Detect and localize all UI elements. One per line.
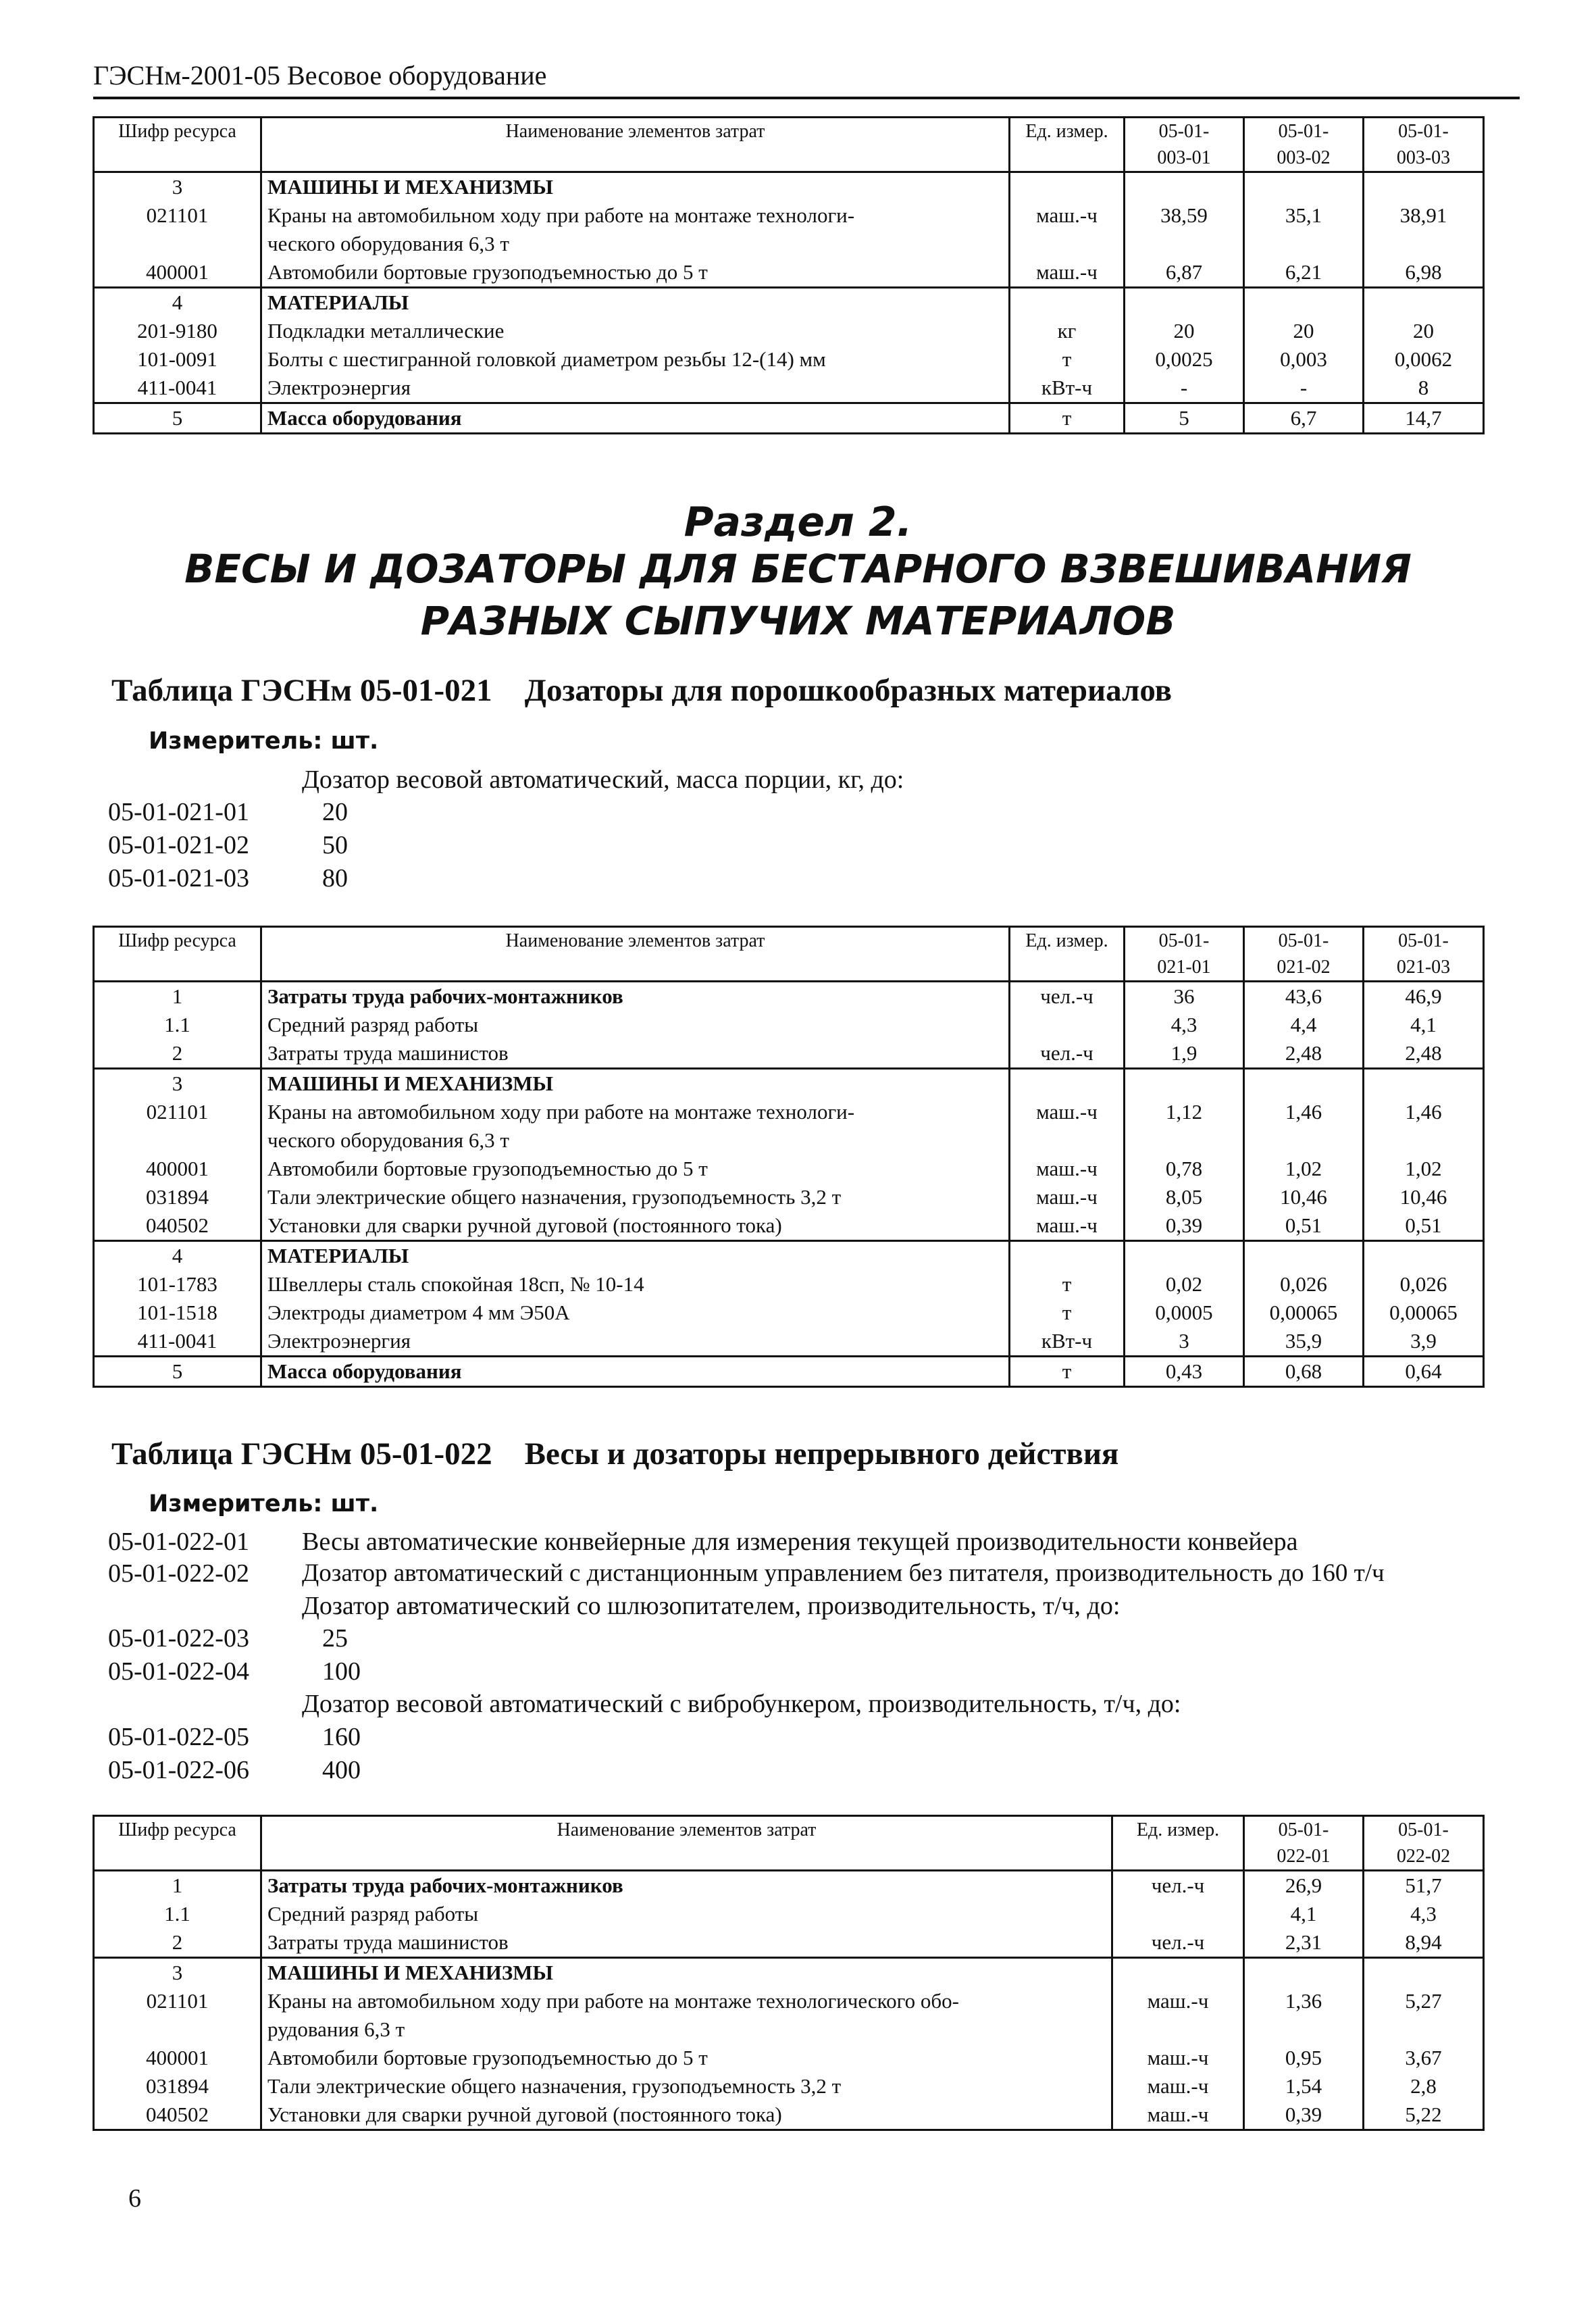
cell-value (1244, 230, 1364, 258)
norm-value: 160 (322, 1723, 361, 1751)
cell-unit: кг (1010, 317, 1125, 345)
cell-unit: чел.-ч (1112, 1928, 1244, 1958)
resource-table-003 (93, 116, 1485, 434)
cell-code: 1.1 (94, 1011, 261, 1039)
table-row (94, 1011, 1484, 1039)
cell-value: 2,31 (1244, 1928, 1364, 1958)
cell-unit: т (1010, 403, 1125, 434)
cell-code: 411-0041 (94, 1327, 261, 1357)
cell-value (1125, 172, 1244, 202)
cell-name: Средний разряд работы (261, 1011, 1010, 1039)
table-row (94, 1270, 1484, 1299)
col-header-norm: 05-01- 003-02 (1244, 118, 1364, 172)
cell-name: Электроэнергия (261, 1327, 1010, 1357)
cell-value (1364, 230, 1484, 258)
norm-text: Весы автоматические конвейерные для измерения текущей производительности конвейера (302, 1528, 1298, 1556)
norm-value: 25 (322, 1624, 348, 1653)
cell-name: Подкладки металлические (261, 317, 1010, 345)
table-row (94, 982, 1484, 1011)
norm-text: Дозатор автоматический со шлюзопитателем, производительность, т/ч, до: (302, 1592, 1121, 1620)
cell-name: МАШИНЫ И МЕХАНИЗМЫ (261, 172, 1010, 202)
cell-code: 4 (94, 288, 261, 318)
table-row (94, 258, 1484, 288)
cell-value: 3,9 (1364, 1327, 1484, 1357)
table-row (94, 2072, 1484, 2101)
norm-value: 50 (322, 831, 348, 859)
cell-value: 0,0062 (1364, 345, 1484, 374)
cell-value: 38,59 (1125, 201, 1244, 230)
cell-value: 26,9 (1244, 1871, 1364, 1901)
col-header-name: Наименование элементов затрат (261, 1816, 1112, 1871)
cell-unit: т (1010, 1270, 1125, 1299)
table-022-name: Весы и дозаторы непрерывного действия (524, 1436, 1119, 1472)
cell-unit: маш.-ч (1010, 1098, 1125, 1126)
cell-value (1244, 1126, 1364, 1155)
cell-value: 1,36 (1244, 1987, 1364, 2015)
cell-unit (1010, 288, 1125, 318)
cell-name: Средний разряд работы (261, 1900, 1112, 1928)
cell-code: 3 (94, 172, 261, 202)
cell-value: 0,51 (1244, 1211, 1364, 1241)
cell-value: 4,1 (1364, 1011, 1484, 1039)
col-header-norm: 05-01- 022-01 (1244, 1816, 1364, 1871)
norm-code: 05-01-022-06 (108, 1756, 249, 1784)
cell-name: Болты с шестигранной головкой диаметром резьбы 12-(14) мм (261, 345, 1010, 374)
table-row (94, 1928, 1484, 1958)
cell-code: 021101 (94, 1987, 261, 2015)
col-header-unit: Ед. измер. (1112, 1816, 1244, 1871)
norm-code: 05-01-021-02 (108, 831, 249, 859)
cell-value: - (1244, 374, 1364, 403)
table-row (94, 201, 1484, 230)
cell-value: 5,27 (1364, 1987, 1484, 2015)
table-row (94, 1900, 1484, 1928)
cell-value: 51,7 (1364, 1871, 1484, 1901)
cell-value: 14,7 (1364, 403, 1484, 434)
cell-unit: кВт-ч (1010, 1327, 1125, 1357)
cell-value: 3,67 (1364, 2044, 1484, 2072)
norm-value: 80 (322, 864, 348, 892)
cell-value: 1,12 (1125, 1098, 1244, 1126)
cell-code: 101-0091 (94, 345, 261, 374)
table-022-title (111, 1436, 1118, 1472)
cell-value: 0,026 (1364, 1270, 1484, 1299)
col-header-code: Шифр ресурса (94, 927, 261, 982)
cell-unit: маш.-ч (1112, 2101, 1244, 2130)
page-number: 6 (128, 2184, 141, 2213)
cell-unit (1010, 172, 1125, 202)
cell-unit: маш.-ч (1112, 1987, 1244, 2015)
table-row (94, 2101, 1484, 2130)
cell-value: 1,54 (1244, 2072, 1364, 2101)
cell-unit: маш.-ч (1010, 1183, 1125, 1211)
cell-value: 46,9 (1364, 982, 1484, 1011)
cell-code: 2 (94, 1039, 261, 1069)
cell-name: Установки для сварки ручной дуговой (постоянного тока) (261, 1211, 1010, 1241)
cell-unit (1010, 1069, 1125, 1099)
cell-value: 1,46 (1244, 1098, 1364, 1126)
cell-value: 0,39 (1125, 1211, 1244, 1241)
table-021-measure: Измеритель: шт. (149, 728, 379, 755)
cell-value: 8,05 (1125, 1183, 1244, 1211)
cell-value: 0,78 (1125, 1155, 1244, 1183)
cell-name: Автомобили бортовые грузоподъемностью до 5 т (261, 258, 1010, 288)
table-row (94, 403, 1484, 434)
cell-code: 1 (94, 982, 261, 1011)
col-header-norm: 05-01- 022-02 (1364, 1816, 1484, 1871)
norm-value: 100 (322, 1657, 361, 1686)
cell-code: 021101 (94, 201, 261, 230)
cell-value: 35,9 (1244, 1327, 1364, 1357)
cell-value (1364, 1126, 1484, 1155)
col-header-norm: 05-01- 003-01 (1125, 118, 1244, 172)
section-title-line2: РАЗНЫХ СЫПУЧИХ МАТЕРИАЛОВ (420, 598, 1176, 644)
cell-unit: маш.-ч (1010, 258, 1125, 288)
norm-code: 05-01-022-04 (108, 1657, 249, 1686)
cell-name: рудования 6,3 т (261, 2015, 1112, 2044)
cell-value: 0,51 (1364, 1211, 1484, 1241)
cell-code: 031894 (94, 2072, 261, 2101)
cell-name: ческого оборудования 6,3 т (261, 1126, 1010, 1155)
cell-code: 040502 (94, 1211, 261, 1241)
cell-value: 0,0025 (1125, 345, 1244, 374)
cell-unit (1010, 1241, 1125, 1271)
cell-code: 101-1783 (94, 1270, 261, 1299)
cell-code: 201-9180 (94, 317, 261, 345)
cell-value: 43,6 (1244, 982, 1364, 1011)
cell-value: 20 (1244, 317, 1364, 345)
col-header-code: Шифр ресурса (94, 118, 261, 172)
cell-name: МАШИНЫ И МЕХАНИЗМЫ (261, 1069, 1010, 1099)
col-header-norm: 05-01- 021-01 (1125, 927, 1244, 982)
cell-value (1364, 172, 1484, 202)
cell-code: 2 (94, 1928, 261, 1958)
norm-code: 05-01-021-03 (108, 864, 249, 892)
cell-name: Затраты труда рабочих-монтажников (261, 982, 1010, 1011)
cell-value: 20 (1125, 317, 1244, 345)
cell-value: 0,0005 (1125, 1299, 1244, 1327)
col-header-name: Наименование элементов затрат (261, 927, 1010, 982)
cell-value: 2,48 (1244, 1039, 1364, 1069)
cell-value (1244, 288, 1364, 318)
cell-value (1125, 230, 1244, 258)
cell-value (1244, 2015, 1364, 2044)
resource-table-022 (93, 1815, 1485, 2131)
cell-value: 0,026 (1244, 1270, 1364, 1299)
norm-text: Дозатор автоматический с дистанционным управлением без питателя, производительность до 160 т/ч (302, 1559, 1385, 1587)
cell-value: - (1125, 374, 1244, 403)
cell-name: Тали электрические общего назначения, грузоподъемность 3,2 т (261, 1183, 1010, 1211)
cell-value (1125, 1241, 1244, 1271)
cell-unit: кВт-ч (1010, 374, 1125, 403)
cell-value: 6,98 (1364, 258, 1484, 288)
cell-code (94, 1126, 261, 1155)
cell-value: 35,1 (1244, 201, 1364, 230)
table-022-measure: Измеритель: шт. (149, 1490, 379, 1517)
cell-value: 8 (1364, 374, 1484, 403)
cell-value: 3 (1125, 1327, 1244, 1357)
cell-name: Швеллеры сталь спокойная 18сп, № 10-14 (261, 1270, 1010, 1299)
cell-name: Автомобили бортовые грузоподъемностью до 5 т (261, 1155, 1010, 1183)
cell-value: 20 (1364, 317, 1484, 345)
cell-name: Масса оборудования (261, 403, 1010, 434)
table-row (94, 1098, 1484, 1126)
cell-name: ческого оборудования 6,3 т (261, 230, 1010, 258)
cell-code: 040502 (94, 2101, 261, 2130)
cell-unit: маш.-ч (1112, 2044, 1244, 2072)
cell-value: 6,7 (1244, 403, 1364, 434)
table-022-code: Таблица ГЭСНм 05-01-022 (111, 1436, 492, 1472)
col-header-unit: Ед. измер. (1010, 118, 1125, 172)
cell-name: Затраты труда машинистов (261, 1928, 1112, 1958)
cell-value: 1,46 (1364, 1098, 1484, 1126)
cell-value (1125, 288, 1244, 318)
table-row (94, 1183, 1484, 1211)
cell-value: 4,1 (1244, 1900, 1364, 1928)
cell-code: 1.1 (94, 1900, 261, 1928)
cell-code (94, 2015, 261, 2044)
col-header-norm: 05-01- 021-02 (1244, 927, 1364, 982)
cell-name: Затраты труда машинистов (261, 1039, 1010, 1069)
table-row (94, 172, 1484, 202)
cell-code: 021101 (94, 1098, 261, 1126)
running-title: ГЭСНм-2001-05 Весовое оборудование (93, 60, 547, 91)
cell-name: МАШИНЫ И МЕХАНИЗМЫ (261, 1958, 1112, 1988)
cell-value: 0,43 (1125, 1357, 1244, 1387)
table-row (94, 1299, 1484, 1327)
norm-code: 05-01-022-05 (108, 1723, 249, 1751)
cell-code: 5 (94, 1357, 261, 1387)
section-number: Раздел 2. (684, 499, 912, 546)
cell-value: 0,00065 (1364, 1299, 1484, 1327)
table-021-name: Дозаторы для порошкообразных материалов (524, 673, 1173, 708)
cell-name: Электроды диаметром 4 мм Э50А (261, 1299, 1010, 1327)
cell-value: 2,8 (1364, 2072, 1484, 2101)
cell-value: 0,003 (1244, 345, 1364, 374)
cell-value (1244, 1069, 1364, 1099)
cell-value: 6,87 (1125, 258, 1244, 288)
cell-code: 400001 (94, 258, 261, 288)
cell-code: 031894 (94, 1183, 261, 1211)
cell-name: МАТЕРИАЛЫ (261, 288, 1010, 318)
cell-unit: т (1010, 345, 1125, 374)
cell-value: 0,02 (1125, 1270, 1244, 1299)
cell-code: 101-1518 (94, 1299, 261, 1327)
table-row (94, 1958, 1484, 1988)
cell-unit: маш.-ч (1010, 1211, 1125, 1241)
cell-unit: т (1010, 1357, 1125, 1387)
cell-value (1364, 1069, 1484, 1099)
cell-value (1244, 1241, 1364, 1271)
cell-unit (1010, 230, 1125, 258)
cell-name: Автомобили бортовые грузоподъемностью до 5 т (261, 2044, 1112, 2072)
cell-unit: чел.-ч (1010, 982, 1125, 1011)
cell-value: 0,00065 (1244, 1299, 1364, 1327)
norm-code: 05-01-022-02 (108, 1559, 249, 1588)
cell-code: 3 (94, 1069, 261, 1099)
cell-value (1244, 1958, 1364, 1988)
table-row (94, 230, 1484, 258)
table-row (94, 1155, 1484, 1183)
cell-value (1364, 1241, 1484, 1271)
table-row (94, 288, 1484, 318)
cell-value (1125, 1126, 1244, 1155)
cell-name: Краны на автомобильном ходу при работе на монтаже технологи- (261, 201, 1010, 230)
table-row (94, 1357, 1484, 1387)
norm-code: 05-01-022-03 (108, 1624, 249, 1653)
cell-value: 10,46 (1244, 1183, 1364, 1211)
cell-name: Электроэнергия (261, 374, 1010, 403)
norm-value: 20 (322, 798, 348, 826)
table-row (94, 1211, 1484, 1241)
cell-value: 0,95 (1244, 2044, 1364, 2072)
cell-code: 400001 (94, 1155, 261, 1183)
cell-code (94, 230, 261, 258)
cell-value: 0,68 (1244, 1357, 1364, 1387)
cell-value: 1,02 (1364, 1155, 1484, 1183)
table-row (94, 1069, 1484, 1099)
table-row (94, 1039, 1484, 1069)
table-row (94, 2015, 1484, 2044)
resource-table-021 (93, 926, 1485, 1388)
table-row (94, 317, 1484, 345)
table-row (94, 1987, 1484, 2015)
col-header-code: Шифр ресурса (94, 1816, 261, 1871)
cell-name: Тали электрические общего назначения, грузоподъемность 3,2 т (261, 2072, 1112, 2101)
cell-code: 1 (94, 1871, 261, 1901)
col-header-norm: 05-01- 003-03 (1364, 118, 1484, 172)
table-row (94, 1871, 1484, 1901)
cell-code: 4 (94, 1241, 261, 1271)
cell-code: 3 (94, 1958, 261, 1988)
cell-value: 10,46 (1364, 1183, 1484, 1211)
cell-value: 0,64 (1364, 1357, 1484, 1387)
cell-value: 38,91 (1364, 201, 1484, 230)
cell-name: Установки для сварки ручной дуговой (постоянного тока) (261, 2101, 1112, 2130)
cell-value: 4,4 (1244, 1011, 1364, 1039)
table-row (94, 2044, 1484, 2072)
cell-unit: маш.-ч (1010, 201, 1125, 230)
cell-value (1364, 1958, 1484, 1988)
header-rule (93, 97, 1520, 99)
table-row (94, 345, 1484, 374)
cell-value: 8,94 (1364, 1928, 1484, 1958)
cell-unit (1010, 1126, 1125, 1155)
cell-value: 0,39 (1244, 2101, 1364, 2130)
cell-value: 2,48 (1364, 1039, 1484, 1069)
intro-text: Дозатор весовой автоматический, масса порции, кг, до: (302, 765, 904, 794)
cell-value: 5 (1125, 403, 1244, 434)
table-021-title (111, 672, 1172, 709)
cell-value (1364, 288, 1484, 318)
cell-code: 411-0041 (94, 374, 261, 403)
norm-code: 05-01-022-01 (108, 1528, 249, 1556)
cell-unit (1112, 1900, 1244, 1928)
section-title-line1: ВЕСЫ И ДОЗАТОРЫ ДЛЯ БЕСТАРНОГО ВЗВЕШИВАНИЯ (184, 546, 1412, 592)
cell-unit (1010, 1011, 1125, 1039)
col-header-norm: 05-01- 021-03 (1364, 927, 1484, 982)
cell-unit (1112, 1958, 1244, 1988)
cell-value: 1,02 (1244, 1155, 1364, 1183)
table-row (94, 1126, 1484, 1155)
cell-code: 400001 (94, 2044, 261, 2072)
col-header-name: Наименование элементов затрат (261, 118, 1010, 172)
cell-value (1364, 2015, 1484, 2044)
cell-unit: маш.-ч (1010, 1155, 1125, 1183)
cell-value: 4,3 (1125, 1011, 1244, 1039)
cell-value (1125, 1069, 1244, 1099)
cell-value: 1,9 (1125, 1039, 1244, 1069)
col-header-unit: Ед. измер. (1010, 927, 1125, 982)
norm-text: Дозатор весовой автоматический с вибробункером, производительность, т/ч, до: (302, 1690, 1181, 1718)
table-021-code: Таблица ГЭСНм 05-01-021 (111, 673, 492, 708)
cell-code: 5 (94, 403, 261, 434)
cell-name: Масса оборудования (261, 1357, 1010, 1387)
cell-name: Затраты труда рабочих-монтажников (261, 1871, 1112, 1901)
cell-unit: т (1010, 1299, 1125, 1327)
cell-value (1244, 172, 1364, 202)
cell-unit: чел.-ч (1112, 1871, 1244, 1901)
table-row (94, 1327, 1484, 1357)
cell-unit: чел.-ч (1010, 1039, 1125, 1069)
cell-value: 36 (1125, 982, 1244, 1011)
cell-unit (1112, 2015, 1244, 2044)
cell-name: Краны на автомобильном ходу при работе на монтаже технологи- (261, 1098, 1010, 1126)
cell-unit: маш.-ч (1112, 2072, 1244, 2101)
table-row (94, 1241, 1484, 1271)
norm-value: 400 (322, 1756, 361, 1784)
cell-name: МАТЕРИАЛЫ (261, 1241, 1010, 1271)
cell-value: 5,22 (1364, 2101, 1484, 2130)
cell-value: 6,21 (1244, 258, 1364, 288)
norm-code: 05-01-021-01 (108, 798, 249, 826)
cell-name: Краны на автомобильном ходу при работе на монтаже технологического обо- (261, 1987, 1112, 2015)
cell-value: 4,3 (1364, 1900, 1484, 1928)
table-row (94, 374, 1484, 403)
